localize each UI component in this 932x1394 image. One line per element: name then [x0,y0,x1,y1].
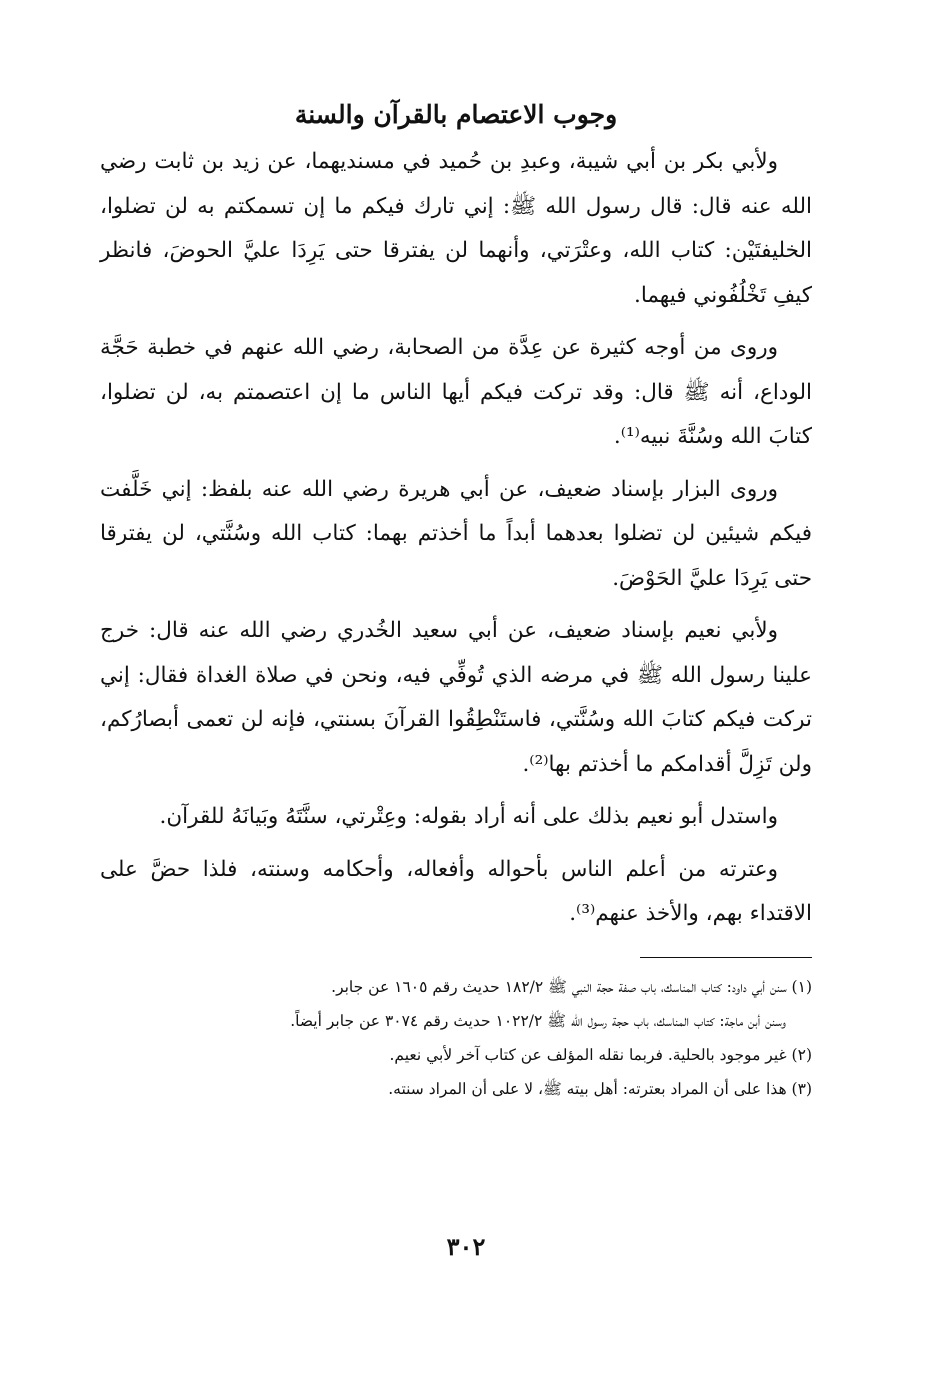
paragraph-1: ولأبي بكر بن أبي شيبة، وعبدِ بن حُميد في مسنديهما، عن زيد بن ثابت رضي الله عنه قال: قال رسول الله ﷺ: إني تارك فيكم ما إن تسمكتم به لن تضلوا، الخليفتَيْن: كتاب الله، وعتْرَتي، وأنهما لن يفترقا حتى يَرِدَا عليَّ الحوضَ، فانظر كيفِ تَخْلُفُوني فيهما. [100,149,812,308]
footnote-2: (٢) غير موجود بالحلية. فربما نقله المؤلف عن كتاب آخر لأبي نعيم. [389,1045,812,1064]
paragraph-6: وعترته من أعلم الناس بأحواله وأفعاله، وأحكامه وسنته، فلذا حضَّ على الاقتداء بهم، والأخذ عنهم⁽³⁾. [100,856,812,926]
paragraph-3: وروى البزار بإسناد ضعيف، عن أبي هريرة رضي الله عنه بلفظ: إني خَلَّفت فيكم شيئين لن تضلوا بعدهما أبداً ما أخذتم بهما: كتاب الله وسُنَّتي، لن يفترقا حتى يَرِدَا عليَّ الحَوْضَ. [100,476,812,591]
footnote-3: (٣) هذا على أن المراد بعترته: أهل بيته ﷺ، لا على أن المراد سنته. [388,1079,812,1098]
footnote-1: (١) سنن أبي داود: كتاب المناسك، باب صفة حجة النبي ﷺ ١٨٢/٢ حديث رقم ١٦٠٥ عن جابر. [331,977,812,996]
paragraph-4: ولأبي نعيم بإسناد ضعيف، عن أبي سعيد الخُدري رضي الله عنه قال: خرج علينا رسول الله ﷺ في مرضه الذي تُوفِّي فيه، ونحن في صلاة الغداة فقال: إني تركت فيكم كتابَ الله وسُنَّتي، فاستَنْطِقُوا القرآنَ بسنتي، فإنه لن تعمى أبصارُكم، ولن تَزِلَّ أقدامكم ما أخذتم بها⁽²⁾. [100,618,812,777]
page-content [100,96,812,1108]
footnote-separator [640,957,812,958]
footnote-1-continued: وسنن أبن ماجة: كتاب المناسك، باب حجة رسول الله ﷺ ١٠٢٢/٢ حديث رقم ٣٠٧٤ عن جابر أيضاً. [290,1011,786,1030]
paragraph-2: وروى من أوجه كثيرة عن عِدَّة من الصحابة، رضي الله عنهم في خطبة حَجَّة الوداع، أنه ﷺ قال: وقد تركت فيكم أيها الناس ما إن اعتصمتم به، لن تضلوا، كتابَ الله وسُنَّةَ نبيه⁽¹⁾. [100,335,812,449]
paragraph-5: واستدل أبو نعيم بذلك على أنه أراد بقوله: وعِتْرتي، سنَّتَهُ وبَيانَهُ للقرآن. [159,804,778,829]
page-number: ٣٠٢ [446,1232,486,1261]
running-title: وجوب الاعتصام بالقرآن والسنة [294,100,618,129]
